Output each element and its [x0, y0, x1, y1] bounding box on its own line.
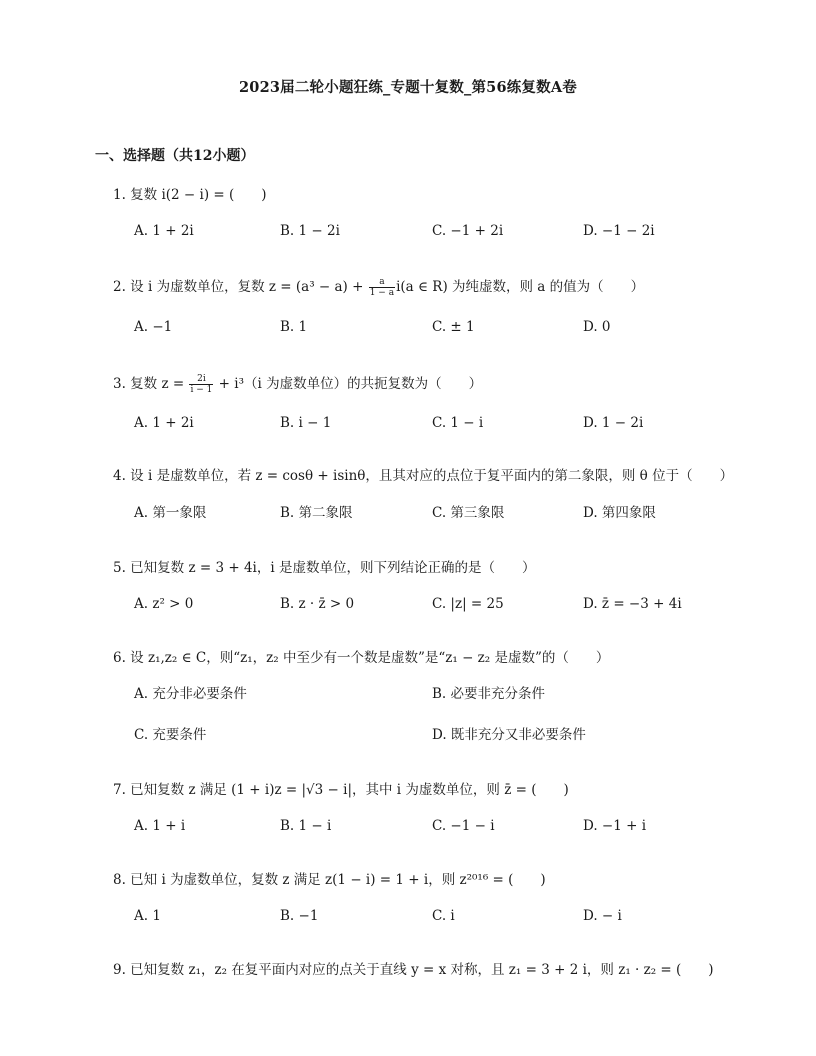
q2-option-a: A. −1	[134, 319, 173, 335]
question-7-options	[0, 816, 816, 836]
q6-option-c: C. 充要条件	[134, 727, 207, 743]
q3-option-a: A. 1 + 2i	[134, 415, 194, 431]
q3-stem-pre: 3. 复数 z =	[113, 376, 189, 392]
q6-option-a: A. 充分非必要条件	[134, 686, 247, 702]
question-6-options-row2	[0, 725, 816, 745]
q3-option-b: B. i − 1	[280, 415, 332, 431]
q6-option-b: B. 必要非充分条件	[432, 686, 546, 702]
q2-stem-pre: 2. 设 i 为虚数单位，复数	[113, 279, 269, 295]
q4-option-d: D. 第四象限	[583, 505, 656, 521]
q7-option-c: C. −1 − i	[432, 818, 495, 834]
document-title: 2023届二轮小题狂练_专题十复数_第56练复数A卷	[239, 79, 577, 96]
q1-option-c: C. −1 + 2i	[432, 223, 504, 239]
q2-frac-num: a	[369, 277, 395, 288]
section-heading: 一、选择题（共12小题）	[95, 148, 255, 164]
q5-option-b: B. z · z̄ > 0	[280, 596, 355, 612]
q3-fraction	[189, 374, 213, 395]
question-3-stem	[113, 374, 482, 395]
q5-option-c: C. |z| = 25	[432, 596, 504, 612]
question-1-stem: 1. 复数 i(2 − i) = ( )	[113, 187, 267, 203]
q1-option-a: A. 1 + 2i	[134, 223, 194, 239]
question-2-stem	[113, 277, 644, 298]
question-6-options-row1	[0, 684, 816, 704]
q8-option-a: A. 1	[134, 908, 161, 924]
q4-option-b: B. 第二象限	[280, 505, 353, 521]
question-2-options	[0, 317, 816, 337]
question-6-stem: 6. 设 z₁,z₂ ∈ C，则“z₁，z₂ 中至少有一个数是虚数”是“z₁ − z₂ 是虚数”的（ ）	[113, 650, 610, 666]
q3-stem-post: + i³（i 为虚数单位）的共扼复数为（ ）	[214, 376, 483, 392]
question-5-stem: 5. 已知复数 z = 3 + 4i，i 是虚数单位，则下列结论正确的是（ ）	[113, 560, 536, 576]
q8-option-d: D. − i	[583, 908, 622, 924]
q1-option-d: D. −1 − 2i	[583, 223, 655, 239]
q2-option-c: C. ± 1	[432, 319, 475, 335]
q2-option-b: B. 1	[280, 319, 308, 335]
question-8-options	[0, 906, 816, 926]
q1-option-b: B. 1 − 2i	[280, 223, 340, 239]
q2-stem-mid: z = (a³ − a) +	[268, 279, 368, 295]
q2-option-d: D. 0	[583, 319, 611, 335]
q4-option-a: A. 第一象限	[134, 505, 207, 521]
q3-frac-den: i − 1	[190, 385, 213, 395]
q4-option-c: C. 第三象限	[432, 505, 505, 521]
q3-frac-num: 2i	[189, 374, 213, 385]
q2-fraction	[369, 277, 395, 298]
q8-option-c: C. i	[432, 908, 455, 924]
question-4-stem: 4. 设 i 是虚数单位，若 z = cosθ + isinθ，且其对应的点位于复平面内的第二象限，则 θ 位于（ ）	[113, 468, 734, 484]
q5-option-a: A. z² > 0	[134, 596, 194, 612]
question-3-options	[0, 413, 816, 433]
q3-option-c: C. 1 − i	[432, 415, 484, 431]
question-1-options	[0, 221, 816, 241]
q2-stem-post: i(a ∈ R) 为纯虚数，则 a 的值为（ ）	[396, 279, 645, 295]
q2-frac-den: 1 − a	[369, 288, 395, 298]
q6-option-d: D. 既非充分又非必要条件	[432, 727, 586, 743]
question-9-stem: 9. 已知复数 z₁，z₂ 在复平面内对应的点关于直线 y = x 对称，且 z₁ = 3 + 2 i，则 z₁ · z₂ = ( )	[113, 962, 714, 978]
q7-option-b: B. 1 − i	[280, 818, 332, 834]
q7-option-d: D. −1 + i	[583, 818, 647, 834]
q5-option-d: D. z̄ = −3 + 4i	[583, 596, 682, 612]
question-4-options	[0, 503, 816, 523]
q8-option-b: B. −1	[280, 908, 319, 924]
question-8-stem: 8. 已知 i 为虚数单位，复数 z 满足 z(1 − i) = 1 + i，则 z²⁰¹⁶ = ( )	[113, 872, 546, 888]
q7-option-a: A. 1 + i	[134, 818, 186, 834]
q3-option-d: D. 1 − 2i	[583, 415, 644, 431]
question-5-options	[0, 594, 816, 614]
question-7-stem: 7. 已知复数 z 满足 (1 + i)z = |√3 − i|，其中 i 为虚数单位，则 z̄ = ( )	[113, 782, 569, 798]
